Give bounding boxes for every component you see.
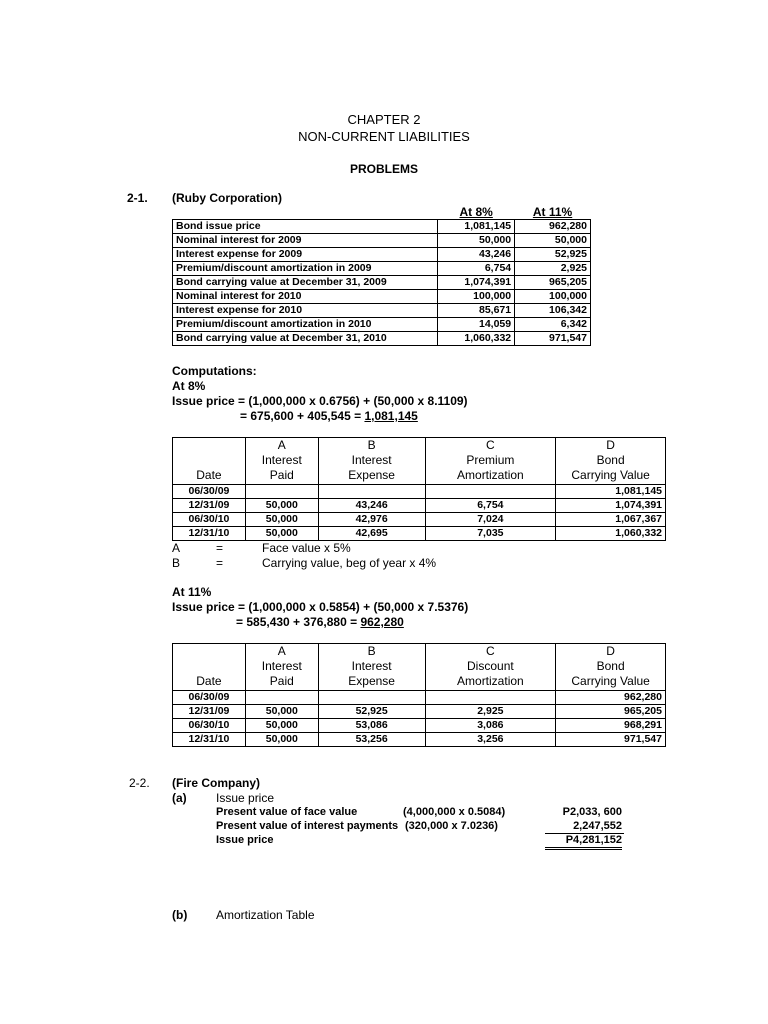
summary-value-8: 1,074,391 [438,276,515,290]
carrying-value-cell: 971,547 [556,733,666,747]
summary-row [173,248,591,262]
pv-interest-value: 2,247,552 [573,820,622,832]
amortization-table-8 [172,437,666,541]
summary-value-8: 6,754 [438,262,515,276]
summary-value-11: 971,547 [515,332,591,346]
table-row [173,527,666,541]
summary-value-11: 52,925 [515,248,591,262]
summary-value-8: 14,059 [438,318,515,332]
summary-value-11: 6,342 [515,318,591,332]
amortization-cell: 6,754 [425,499,556,513]
summary-row-label: Bond carrying value at December 31, 2010 [173,332,438,346]
pv-face-label: Present value of face value [216,806,358,818]
part-a-title: Issue price [216,791,275,805]
col-c-header: C Discount Amortization [425,644,556,691]
table-row [173,733,666,747]
amortization-cell: 3,086 [425,719,556,733]
summary-value-8: 50,000 [438,234,515,248]
table-row [173,705,666,719]
column-header: At 11% [532,205,573,219]
interest-expense-cell [318,485,425,499]
summary-value-11: 50,000 [515,234,591,248]
col-b-header: B Interest Expense [318,644,425,691]
col-b-header: B Interest Expense [318,438,425,485]
date-cell: 06/30/09 [173,691,246,705]
date-cell: 06/30/10 [173,719,246,733]
legend-b-eq: = [216,556,224,570]
legend-a-key: A [172,541,181,555]
issue-price-label: Issue price [216,834,274,846]
date-cell: 06/30/10 [173,513,246,527]
col-d-header: D Bond Carrying Value [556,644,666,691]
carrying-value-cell: 968,291 [556,719,666,733]
amortization-cell [425,485,556,499]
summary-row [173,276,591,290]
summary-row-label: Interest expense for 2010 [173,304,438,318]
interest-expense-cell: 53,256 [318,733,425,747]
summary-value-11: 2,925 [515,262,591,276]
summary-table [172,206,591,346]
amortization-cell: 2,925 [425,705,556,719]
date-header: Date [173,438,246,485]
table-row [173,719,666,733]
carrying-value-cell: 1,067,367 [556,513,666,527]
carrying-value-cell: 1,081,145 [556,485,666,499]
summary-value-8: 1,060,332 [438,332,515,346]
summary-value-11: 100,000 [515,290,591,304]
legend-b-text: Carrying value, beg of year x 4% [262,556,437,570]
summary-row [173,304,591,318]
pv-face-value: P2,033, 600 [562,806,622,818]
amortization-cell [425,691,556,705]
amortization-cell: 7,035 [425,527,556,541]
chapter-subtitle: NON-CURRENT LIABILITIES [298,129,470,144]
summary-row [173,318,591,332]
summary-row-label: Bond issue price [173,220,438,234]
interest-paid-cell: 50,000 [245,499,318,513]
problem-number: 2-2. [129,776,150,790]
interest-paid-cell [245,485,318,499]
at11-heading: At 11% [172,585,212,599]
summary-row [173,262,591,276]
summary-row-label: Nominal interest for 2010 [173,290,438,304]
summary-value-11: 965,205 [515,276,591,290]
at11-issue-price-result: = 585,430 + 376,880 = 962,280 [236,615,404,629]
summary-row [173,220,591,234]
date-cell: 12/31/10 [173,527,246,541]
col-d-header: D Bond Carrying Value [556,438,666,485]
legend-b-key: B [172,556,181,570]
summary-value-8: 85,671 [438,304,515,318]
chapter-title: CHAPTER 2 [347,112,421,127]
table-row [173,485,666,499]
col-c-header: C Premium Amortization [425,438,556,485]
interest-paid-cell: 50,000 [245,527,318,541]
summary-row-label: Premium/discount amortization in 2010 [173,318,438,332]
pv-interest-label: Present value of interest payments [216,820,399,832]
column-header: At 8% [459,205,493,219]
interest-paid-cell: 50,000 [245,513,318,527]
part-b-title: Amortization Table [216,908,315,922]
interest-paid-cell: 50,000 [245,733,318,747]
interest-expense-cell: 43,246 [318,499,425,513]
pv-face-formula: (4,000,000 x 0.5084) [403,806,506,818]
issue-price-value: P4,281,152 [545,834,622,850]
summary-row [173,290,591,304]
at8-issue-price-formula: Issue price = (1,000,000 x 0.6756) + (50,000 x 8.1109) [172,394,468,408]
interest-expense-cell: 42,976 [318,513,425,527]
section-heading: PROBLEMS [349,162,418,176]
table-row [173,691,666,705]
col-a-header: A Interest Paid [245,644,318,691]
summary-row-label: Nominal interest for 2009 [173,234,438,248]
carrying-value-cell: 1,074,391 [556,499,666,513]
amortization-table-11 [172,643,666,747]
amortization-cell: 7,024 [425,513,556,527]
part-a-label: (a) [172,791,187,805]
computations-title: Computations: [172,364,257,378]
amortization-cell: 3,256 [425,733,556,747]
at11-issue-price-formula: Issue price = (1,000,000 x 0.5854) + (50,000 x 7.5376) [172,600,469,614]
summary-value-8: 100,000 [438,290,515,304]
interest-expense-cell: 42,695 [318,527,425,541]
interest-expense-cell [318,691,425,705]
problem-number: 2-1. [127,191,148,205]
col-a-header: A Interest Paid [245,438,318,485]
at8-heading: At 8% [172,379,206,393]
date-cell: 12/31/10 [173,733,246,747]
interest-expense-cell: 53,086 [318,719,425,733]
interest-paid-cell: 50,000 [245,719,318,733]
table-row [173,513,666,527]
summary-row-label: Bond carrying value at December 31, 2009 [173,276,438,290]
summary-row-label: Interest expense for 2009 [173,248,438,262]
date-cell: 06/30/09 [173,485,246,499]
summary-row [173,234,591,248]
interest-paid-cell [245,691,318,705]
date-header: Date [173,644,246,691]
problem-company: (Ruby Corporation) [172,191,282,205]
problem-company: (Fire Company) [172,776,261,790]
summary-value-8: 43,246 [438,248,515,262]
carrying-value-cell: 962,280 [556,691,666,705]
table-row [173,499,666,513]
carrying-value-cell: 965,205 [556,705,666,719]
carrying-value-cell: 1,060,332 [556,527,666,541]
interest-paid-cell: 50,000 [245,705,318,719]
legend-a-eq: = [216,541,224,555]
summary-value-11: 106,342 [515,304,591,318]
summary-value-8: 1,081,145 [438,220,515,234]
date-cell: 12/31/09 [173,705,246,719]
date-cell: 12/31/09 [173,499,246,513]
pv-interest-formula: (320,000 x 7.0236) [405,820,498,832]
summary-row-label: Premium/discount amortization in 2009 [173,262,438,276]
part-b-label: (b) [172,908,188,922]
interest-expense-cell: 52,925 [318,705,425,719]
summary-value-11: 962,280 [515,220,591,234]
legend-a-text: Face value x 5% [262,541,351,555]
at8-issue-price-result: = 675,600 + 405,545 = 1,081,145 [240,409,418,423]
summary-row [173,332,591,346]
